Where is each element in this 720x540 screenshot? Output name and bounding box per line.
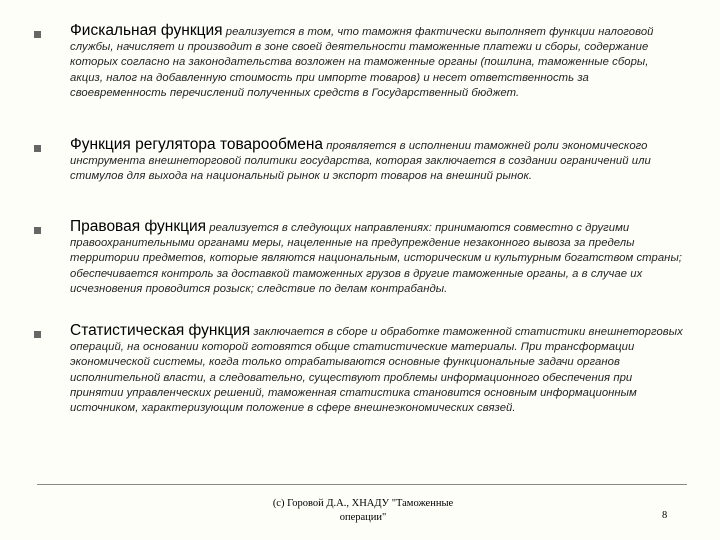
square-bullet-icon: [34, 331, 41, 338]
footer-line-1: (с) Горовой Д.А., ХНАДУ "Таможенные: [272, 498, 454, 509]
bullet-description: реализуется в том, что таможня фактически выполняет функции налоговой службы, начисляет и производит в зоне своей деятельности таможенные платежи и сборы, содержание которых согласно на законодательства возложен на таможенные органы (пошлина, таможенные сборы, акциз, налог на добавленную стоимость при импорте товаров) и несет ответственность за своевременность перечислений полученных средств в Государственный бюджет.: [70, 26, 654, 99]
page-number: 8: [662, 510, 668, 521]
square-bullet-icon: [34, 31, 41, 38]
footer-copyright: [243, 497, 483, 525]
bullet-term: Фискальная функция: [70, 22, 223, 39]
footer-line-2: операции": [339, 512, 387, 523]
bullet-term: Правовая функция: [70, 218, 207, 235]
bullet-description: реализуется в следующих направлениях: принимаются совместно с другими правоохранительными органами меры, нацеленные на предупреждение незаконного вывоза за пределы территории предметов, которые являются национальным, историческим и культурным богатством страны; обеспечивается контроль за доставкой таможенных грузов в другие таможенные органы, а в случае их исчезновения проводится розыск; следствие по делам контрабанды.: [70, 222, 683, 295]
footer-divider: [37, 484, 687, 485]
bullet-item-fiscal: [34, 23, 684, 101]
bullet-description: заключается в сборе и обработке таможенной статистики внешнеторговых операций, на основании которой готовятся общие статистические материалы. При трансформации экономической системы, когда только отрабатываются основные функциональные задачи органов исполнительной власти, а следовательно, существуют проблемы информационного обеспечения при принятии управленческих решений, таможенная статистика становится основным информационным источником, характеризующим положение в сфере внешнеэкономических связей.: [70, 326, 683, 415]
square-bullet-icon: [34, 145, 41, 152]
bullet-term: Статистическая функция: [70, 322, 251, 339]
bullet-term: Функция регулятора товарообмена: [70, 136, 324, 153]
bullet-text: [70, 23, 684, 101]
bullet-text: [70, 323, 684, 416]
bullet-text: [70, 137, 684, 185]
bullet-text: [70, 219, 684, 297]
bullet-description: проявляется в исполнении таможней роли экономического инструмента внешнеторговой политики государства, которая заключается в создании ограничений или стимулов для выхода на национальный рынок и экспорт товаров на внешний рынок.: [70, 140, 651, 183]
bullet-item-trade-regulator: [34, 137, 684, 185]
square-bullet-icon: [34, 227, 41, 234]
bullet-item-statistical: [34, 323, 684, 416]
bullet-item-legal: [34, 219, 684, 297]
